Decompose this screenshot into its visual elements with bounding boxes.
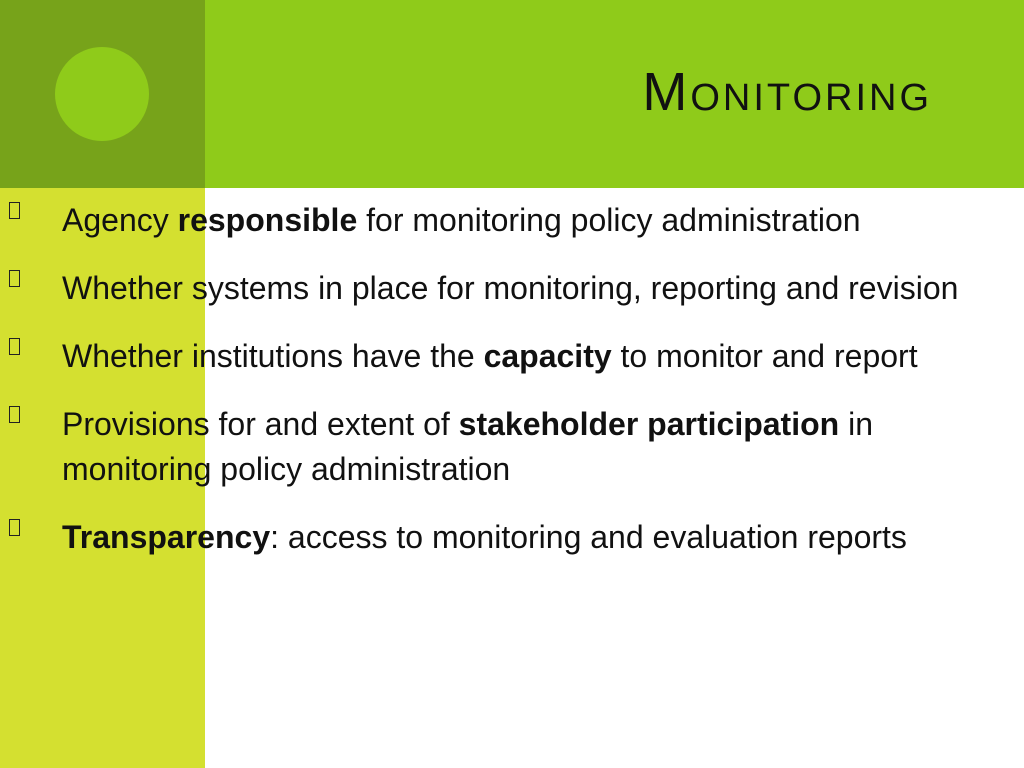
bullet-text-after: : access to monitoring and evaluation reports (270, 519, 907, 555)
square-bullet-icon (9, 406, 20, 423)
slide-title: Monitoring (642, 62, 932, 122)
square-bullet-icon (9, 270, 20, 287)
bullet-item (0, 402, 1000, 492)
bullet-text (62, 202, 861, 238)
bullet-text-after: for monitoring policy administration (357, 202, 861, 238)
bullet-list (0, 198, 1000, 583)
bullet-item (0, 266, 1000, 311)
bullet-item (0, 515, 1000, 560)
bullet-text-before: Provisions for and extent of (62, 406, 459, 442)
bullet-text (62, 270, 958, 306)
circle-decoration (55, 47, 149, 141)
bullet-text (62, 338, 918, 374)
bullet-text-bold: stakeholder participation (458, 406, 840, 442)
bullet-text-after: to monitor and report (611, 338, 918, 374)
bullet-text-before: Agency (62, 202, 178, 238)
bullet-item (0, 198, 1000, 243)
bullet-text-bold: capacity (483, 338, 612, 374)
bullet-text-bold: Transparency (62, 519, 271, 555)
bullet-text (62, 406, 873, 487)
bullet-text-after: in monitoring policy administration (62, 406, 873, 487)
bullet-text (62, 519, 907, 555)
square-bullet-icon (9, 202, 20, 219)
square-bullet-icon (9, 338, 20, 355)
square-bullet-icon (9, 519, 20, 536)
bullet-text-before: Whether institutions have the (62, 338, 484, 374)
corner-decoration-block (0, 0, 205, 188)
bullet-item (0, 334, 1000, 379)
bullet-text-before: Whether systems in place for monitoring, reporting and revision (62, 270, 959, 306)
bullet-text-bold: responsible (177, 202, 358, 238)
